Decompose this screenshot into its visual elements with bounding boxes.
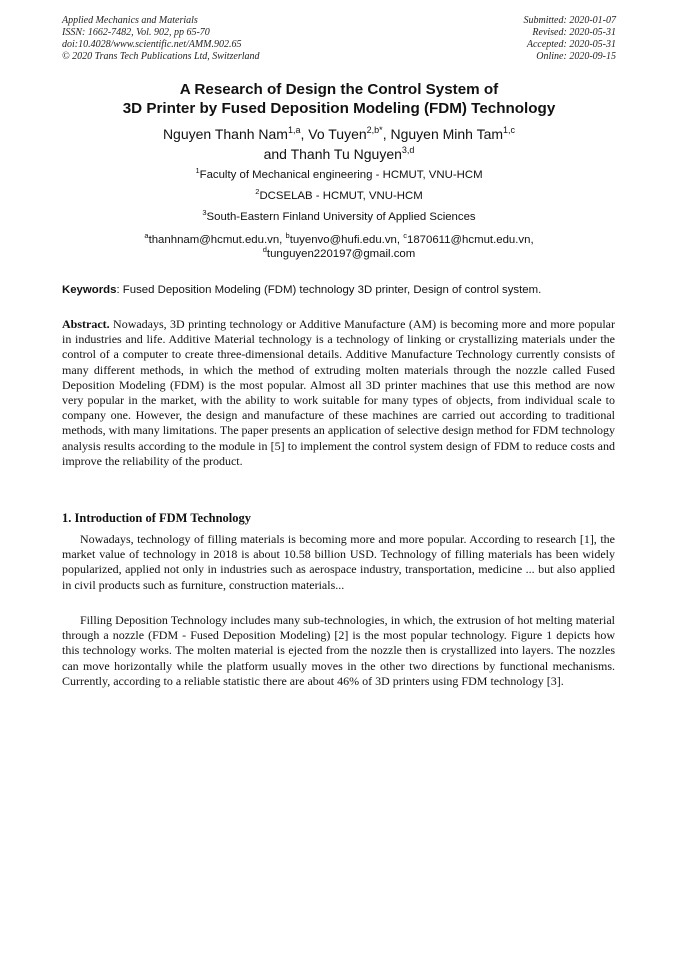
author-conjunction: and — [263, 146, 287, 162]
date-submitted: Submitted: 2020-01-07 — [523, 15, 616, 26]
email-mark: c — [403, 231, 407, 240]
abstract — [62, 317, 615, 469]
journal-name: Applied Mechanics and Materials — [62, 15, 198, 26]
author-line-1: Nguyen Thanh Nam$^{1,a}$, Vo Tuyen$^{2,b*}$, Nguyen Minh Tam$^{1,c}$ — [162, 125, 516, 142]
title-line-2: 3D Printer by Fused Deposition Modeling (FDM) Technology — [122, 100, 556, 117]
author-affiliation-mark: 1,c — [503, 125, 516, 135]
affiliation-3 — [40, 210, 638, 224]
intro-paragraph-1: Nowadays, technology of filling materials is becoming more and more popular. According to research [1], the market value of technology in 2018 is about 10.58 billion USD. Technology of filling materials has been widely popularized, applied not only in industries such as aerospace industry, transportation, medicine ... but also applied in civil products such as furniture, construction materials... — [62, 532, 615, 592]
affiliation-text: Faculty of Mechanical engineering - HCMUT, VNU-HCM — [199, 169, 483, 181]
affiliation-number: 3 — [202, 208, 207, 217]
keywords — [62, 283, 622, 297]
affiliation-2 — [40, 189, 638, 203]
email-line-2 — [40, 247, 638, 261]
author-name: Vo Tuyen — [308, 126, 367, 142]
intro-paragraph-2: Filling Deposition Technology includes many sub-technologies, in which, the extrusion of hot melting material through a nozzle (FDM - Fused Deposition Modeling) [2] is the most popular technology. Figure 1 depicts how this technology works. The molten material is ejected from the nozzle then is crystallized into layers. The nozzles can move horizontally while the platform usually moves in the other two directions by functional mechanisms. Currently, according to a reliable statistic there are about 46% of 3D printers using FDM technology [3]. — [62, 613, 615, 688]
email-mark: b — [285, 231, 290, 240]
date-revised: Revised: 2020-05-31 — [532, 27, 616, 38]
paper-title — [40, 80, 638, 118]
journal-copyright: © 2020 Trans Tech Publications Ltd, Switzerland — [62, 51, 260, 62]
email-address[interactable]: tunguyen220197@gmail.com — [266, 248, 416, 260]
abstract-text: Nowadays, 3D printing technology or Additive Manufacture (AM) is becoming more and more popular in industries and life. Additive Material technology is a technology of linking or crystallizing materials under the control of a computer to create three-dimensional details. Additive Manufacture Technology currently consists of many different methods, in which the method of extruding molten materials through the nozzle called Fused Deposition Modeling (FDM) is the most popular. Almost all 3D printer machines that use this method are now very popular in the market, with the ability to work suitable for many types of objects, from individual scale to company one. However, the design and manufacture of these machines are carried out according to traditional methods, with many limitations. The paper presents an application of selective design method for FDM technology analysis results according to the module in [5] to implement the control system design of FDM to reduce costs and improve the reliability of the product. — [62, 317, 615, 468]
email-address[interactable]: 1870611@hcmut.edu.vn — [406, 234, 531, 246]
affiliation-text: DCSELAB - HCMUT, VNU-HCM — [259, 190, 423, 202]
keywords-label: Keywords — [62, 284, 117, 296]
email-line-1: $^a$thanhnam@hcmut.edu.vn, $^b$tuyenvo@hufi.edu.vn, $^c$1870611@hcmut.edu.vn, — [144, 231, 534, 246]
author-affiliation-mark: 3,d — [401, 145, 415, 155]
author-name: Thanh Tu Nguyen — [290, 146, 402, 162]
journal-info — [62, 15, 260, 63]
author-list — [40, 124, 638, 164]
author-affiliation-mark: 2,b* — [366, 125, 383, 135]
author-name: Nguyen Thanh Nam — [162, 126, 288, 142]
author-affiliation-mark: 1,a — [287, 125, 301, 135]
affiliation-number: 1 — [195, 166, 200, 175]
email-mark: d — [262, 245, 267, 254]
affiliation-1 — [40, 168, 638, 182]
author-name: Nguyen Minh Tam — [390, 126, 504, 142]
title-line-1: A Research of Design the Control System of — [179, 81, 499, 98]
journal-doi: doi:10.4028/www.scientific.net/AMM.902.65 — [62, 39, 242, 50]
section-heading: 1. Introduction of FDM Technology — [62, 511, 252, 525]
journal-issn: ISSN: 1662-7482, Vol. 902, pp 65-70 — [62, 27, 210, 38]
date-online: Online: 2020-09-15 — [536, 51, 616, 62]
affiliation-number: 2 — [255, 187, 260, 196]
email-address[interactable]: thanhnam@hcmut.edu.vn — [148, 234, 280, 246]
email-mark: a — [144, 231, 149, 240]
abstract-label: Abstract. — [62, 317, 110, 331]
email-address[interactable]: tuyenvo@hufi.edu.vn — [289, 234, 397, 246]
submission-dates — [524, 15, 617, 63]
date-accepted: Accepted: 2020-05-31 — [526, 39, 616, 50]
keywords-text: : Fused Deposition Modeling (FDM) technology 3D printer, Design of control system. — [116, 284, 542, 296]
affiliation-text: South-Eastern Finland University of Applied Sciences — [206, 211, 476, 223]
author-line-2 — [40, 144, 638, 164]
